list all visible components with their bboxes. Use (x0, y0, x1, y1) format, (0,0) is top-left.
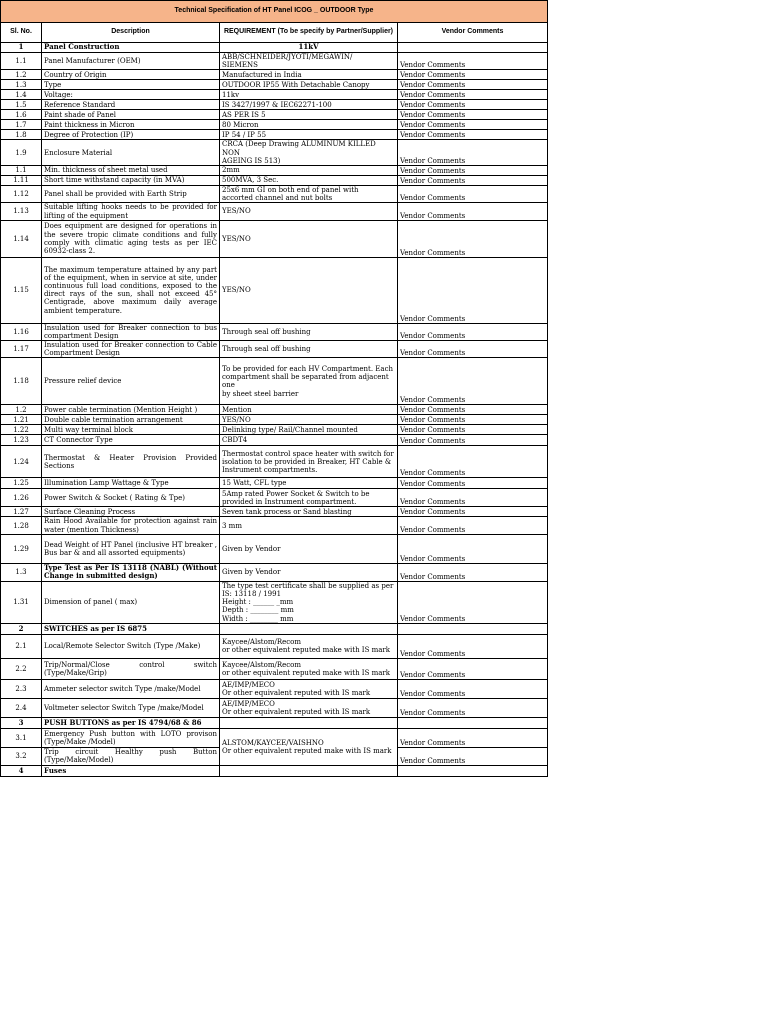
row-number: 1.4 (1, 90, 42, 100)
row-requirement: Through seal off bushing (220, 341, 398, 358)
row-description: Double cable termination arrangement (42, 415, 220, 425)
table-row (1, 489, 548, 507)
row-description: The maximum temperature attained by any part of the equipment, when in service at site, under continuous full load conditions, exposed to the direct rays of the sun, shall not exceed 45° Centigrade, above maximum daily average ambient temperature. (42, 257, 220, 323)
row-requirement: 2mm (220, 165, 398, 175)
row-number: 1.13 (1, 203, 42, 220)
table-row (1, 634, 548, 658)
row-description: SWITCHES as per IS 6875 (42, 623, 220, 634)
row-vendor-comments: Vendor Comments (398, 53, 548, 70)
row-requirement: IS 3427/1997 & IEC62271-100 (220, 100, 398, 110)
table-row (1, 185, 548, 202)
table-row (1, 563, 548, 581)
table-row (1, 175, 548, 185)
table-row (1, 203, 548, 220)
row-number: 1.16 (1, 323, 42, 340)
table-row (1, 323, 548, 340)
row-description: Dead Weight of HT Panel (inclusive HT breaker , Bus bar & and all assorted equipments) (42, 534, 220, 563)
row-number: 1.18 (1, 358, 42, 405)
row-requirement: OUTDOOR IP55 With Detachable Canopy (220, 80, 398, 90)
row-requirement: YES/NO (220, 257, 398, 323)
row-vendor-comments: Vendor Comments (398, 70, 548, 80)
row-description: Enclosure Material (42, 140, 220, 166)
row-requirement: ABB/SCHNEIDER/JYOTI/MEGAWIN/ SIEMENS (220, 53, 398, 70)
row-description: Degree of Protection (IP) (42, 130, 220, 140)
row-number: 4 (1, 765, 42, 776)
row-description: Voltage: (42, 90, 220, 100)
row-number: 1.14 (1, 220, 42, 257)
row-number: 1.26 (1, 489, 42, 507)
row-vendor-comments: Vendor Comments (398, 358, 548, 405)
row-requirement: 15 Watt, CFL type (220, 478, 398, 489)
row-requirement: Through seal off bushing (220, 323, 398, 340)
row-description: Emergency Push button with LOTO provison (Type/Make /Model) (42, 728, 220, 747)
row-requirement (220, 717, 398, 728)
row-number: 1.1 (1, 165, 42, 175)
row-number: 1.27 (1, 507, 42, 517)
table-row (1, 425, 548, 435)
row-vendor-comments: Vendor Comments (398, 507, 548, 517)
row-number: 1.29 (1, 534, 42, 563)
row-vendor-comments (398, 623, 548, 634)
row-vendor-comments: Vendor Comments (398, 130, 548, 140)
row-description: Paint thickness in Micron (42, 120, 220, 130)
row-vendor-comments: Vendor Comments (398, 90, 548, 100)
row-number: 1.24 (1, 446, 42, 478)
row-vendor-comments: Vendor Comments (398, 185, 548, 202)
row-vendor-comments: Vendor Comments (398, 120, 548, 130)
row-description: Power Switch & Socket ( Rating & Tpe) (42, 489, 220, 507)
row-number: 2.2 (1, 658, 42, 679)
row-description: Surface Cleaning Process (42, 507, 220, 517)
row-number: 1.2 (1, 405, 42, 415)
row-vendor-comments: Vendor Comments (398, 634, 548, 658)
row-description: PUSH BUTTONS as per IS 4794/68 & 86 (42, 717, 220, 728)
row-requirement: Kaycee/Alstom/Recom or other equivalent reputed make with IS mark (220, 658, 398, 679)
row-number: 1.15 (1, 257, 42, 323)
row-requirement: CRCA (Deep Drawing ALUMINUM KILLED NON AGEING IS 513) (220, 140, 398, 166)
row-requirement: YES/NO (220, 203, 398, 220)
row-description: Type Test as Per IS 13118 (NABL) (Without Change in submitted design) (42, 563, 220, 581)
row-vendor-comments: Vendor Comments (398, 341, 548, 358)
row-vendor-comments (398, 717, 548, 728)
row-description: Voltmeter selector Switch Type /make/Model (42, 698, 220, 717)
row-number: 2.4 (1, 698, 42, 717)
row-vendor-comments: Vendor Comments (398, 165, 548, 175)
row-number: 3 (1, 717, 42, 728)
row-description: Short time withstand capacity (in MVA) (42, 175, 220, 185)
row-description: Type (42, 80, 220, 90)
table-row (1, 140, 548, 166)
row-requirement: 80 Micron (220, 120, 398, 130)
row-number: 1.22 (1, 425, 42, 435)
row-description: Rain Hood Available for protection against rain water (mention Thickness) (42, 517, 220, 534)
row-vendor-comments: Vendor Comments (398, 658, 548, 679)
row-number: 1.31 (1, 581, 42, 623)
row-number: 1.6 (1, 110, 42, 120)
row-requirement: YES/NO (220, 415, 398, 425)
row-vendor-comments: Vendor Comments (398, 517, 548, 534)
row-vendor-comments: Vendor Comments (398, 220, 548, 257)
table-row (1, 43, 548, 53)
table-row (1, 165, 548, 175)
row-description: Min. thickness of sheet metal used (42, 165, 220, 175)
row-requirement: Seven tank process or Sand blasting (220, 507, 398, 517)
row-description: Does equipment are designed for operations in the severe tropic climate conditions and fully comply with climatic aging tests as per IEC 60932-class 2. (42, 220, 220, 257)
table-row (1, 90, 548, 100)
row-vendor-comments: Vendor Comments (398, 728, 548, 747)
row-description: Trip circuit Healthy push Button (Type/Make/Model) (42, 747, 220, 765)
table-row (1, 130, 548, 140)
row-requirement: AS PER IS 5 (220, 110, 398, 120)
table-row (1, 698, 548, 717)
row-description: Suitable lifting hooks needs to be provided for lifting of the equipment (42, 203, 220, 220)
row-vendor-comments: Vendor Comments (398, 257, 548, 323)
row-number: 1.3 (1, 563, 42, 581)
row-description: Paint shade of Panel (42, 110, 220, 120)
row-requirement: Delinking type/ Rail/Channel mounted (220, 425, 398, 435)
row-description: Panel Construction (42, 43, 220, 53)
table-row (1, 765, 548, 776)
row-vendor-comments: Vendor Comments (398, 435, 548, 446)
row-description: Multi way terminal block (42, 425, 220, 435)
table-row (1, 534, 548, 563)
row-number: 1.28 (1, 517, 42, 534)
row-vendor-comments: Vendor Comments (398, 698, 548, 717)
row-vendor-comments: Vendor Comments (398, 563, 548, 581)
row-description: Fuses (42, 765, 220, 776)
title-row (1, 1, 548, 23)
header-requirement: REQUIREMENT (To be specify by Partner/Supplier) (220, 23, 398, 43)
row-vendor-comments: Vendor Comments (398, 323, 548, 340)
table-row (1, 220, 548, 257)
table-row (1, 358, 548, 405)
row-number: 1.5 (1, 100, 42, 110)
row-description: Insulation used for Breaker connection to bus compartment Design (42, 323, 220, 340)
row-description: Trip/Normal/Close control switch (Type/Make/Grip) (42, 658, 220, 679)
row-requirement: Given by Vendor (220, 563, 398, 581)
row-vendor-comments: Vendor Comments (398, 415, 548, 425)
row-description: Reference Standard (42, 100, 220, 110)
table-row (1, 70, 548, 80)
row-requirement: 5Amp rated Power Socket & Switch to be provided in Instrument compartment. (220, 489, 398, 507)
row-requirement: Mention (220, 405, 398, 415)
row-vendor-comments: Vendor Comments (398, 534, 548, 563)
table-row (1, 658, 548, 679)
table-title: Technical Specification of HT Panel ICOG _ OUTDOOR Type (1, 1, 548, 23)
table-row (1, 717, 548, 728)
row-number: 1.11 (1, 175, 42, 185)
row-requirement: 500MVA, 3 Sec. (220, 175, 398, 185)
row-description: Panel Manufacturer (OEM) (42, 53, 220, 70)
row-vendor-comments: Vendor Comments (398, 489, 548, 507)
row-number: 1.17 (1, 341, 42, 358)
row-requirement: To be provided for each HV Compartment. Each compartment shall be separated from adjacent one by sheet steel barrier (220, 358, 398, 405)
row-description: Local/Remote Selector Switch (Type /Make) (42, 634, 220, 658)
row-requirement: AE/IMP/MECO Or other equivalent reputed with IS mark (220, 698, 398, 717)
row-requirement: The type test certificate shall be supplied as per IS: 13118 / 1991 Height : ______ _mm Depth : ________ mm Width : ________ mm (220, 581, 398, 623)
row-description: Power cable termination (Mention Height ) (42, 405, 220, 415)
row-number: 2.3 (1, 679, 42, 698)
row-description: Insulation used for Breaker connection to Cable Compartment Design (42, 341, 220, 358)
row-number: 2.1 (1, 634, 42, 658)
header-description: Description (42, 23, 220, 43)
table-row (1, 110, 548, 120)
row-requirement: Thermostat control space heater with switch for isolation to be provided in Breaker, HT Cable & Instrument compartments. (220, 446, 398, 478)
header-vendor-comments: Vendor Comments (398, 23, 548, 43)
row-number: 1.2 (1, 70, 42, 80)
row-requirement (220, 623, 398, 634)
row-vendor-comments: Vendor Comments (398, 175, 548, 185)
table-row (1, 257, 548, 323)
row-number: 1.1 (1, 53, 42, 70)
row-vendor-comments: Vendor Comments (398, 405, 548, 415)
row-vendor-comments: Vendor Comments (398, 110, 548, 120)
row-vendor-comments: Vendor Comments (398, 679, 548, 698)
row-number: 3.1 (1, 728, 42, 747)
row-number: 1.3 (1, 80, 42, 90)
row-description: Panel shall be provided with Earth Strip (42, 185, 220, 202)
row-requirement: 3 mm (220, 517, 398, 534)
row-requirement: Manufactured in India (220, 70, 398, 80)
row-number: 1.7 (1, 120, 42, 130)
row-requirement: 11kv (220, 90, 398, 100)
table-row (1, 415, 548, 425)
row-requirement: Given by Vendor (220, 534, 398, 563)
table-row (1, 581, 548, 623)
table-row (1, 623, 548, 634)
table-row (1, 446, 548, 478)
table-row (1, 435, 548, 446)
row-description: Country of Origin (42, 70, 220, 80)
row-requirement: CBDT4 (220, 435, 398, 446)
row-vendor-comments: Vendor Comments (398, 425, 548, 435)
row-description: Thermostat & Heater Provision Provided Sections (42, 446, 220, 478)
row-number: 3.2 (1, 747, 42, 765)
row-requirement: Kaycee/Alstom/Recom or other equivalent reputed make with IS mark (220, 634, 398, 658)
row-requirement: IP 54 / IP 55 (220, 130, 398, 140)
row-vendor-comments: Vendor Comments (398, 100, 548, 110)
table-row (1, 679, 548, 698)
table-row (1, 341, 548, 358)
row-vendor-comments: Vendor Comments (398, 446, 548, 478)
row-number: 1 (1, 43, 42, 53)
row-number: 1.9 (1, 140, 42, 166)
table-row (1, 405, 548, 415)
table-row (1, 53, 548, 70)
row-number: 1.12 (1, 185, 42, 202)
header-row (1, 23, 548, 43)
table-row (1, 507, 548, 517)
row-requirement (220, 765, 398, 776)
row-requirement: 25x6 mm GI on both end of panel with accorted channel and nut bolts (220, 185, 398, 202)
row-description: CT Connector Type (42, 435, 220, 446)
table-row (1, 80, 548, 90)
row-vendor-comments (398, 43, 548, 53)
row-requirement: AE/IMP/MECO Or other equivalent reputed with IS mark (220, 679, 398, 698)
row-vendor-comments: Vendor Comments (398, 140, 548, 166)
row-description: Dimension of panel ( max) (42, 581, 220, 623)
table-row (1, 728, 548, 747)
table-row (1, 517, 548, 534)
row-vendor-comments: Vendor Comments (398, 203, 548, 220)
row-vendor-comments: Vendor Comments (398, 747, 548, 765)
row-number: 2 (1, 623, 42, 634)
table-row (1, 120, 548, 130)
row-description: Ammeter selector switch Type /make/Model (42, 679, 220, 698)
row-description: Pressure relief device (42, 358, 220, 405)
row-vendor-comments (398, 765, 548, 776)
row-vendor-comments: Vendor Comments (398, 478, 548, 489)
row-requirement: ALSTOM/KAYCEE/VAISHNO Or other equivalent reputed make with IS mark (220, 728, 398, 765)
row-description: Illumination Lamp Wattage & Type (42, 478, 220, 489)
row-number: 1.25 (1, 478, 42, 489)
table-row (1, 100, 548, 110)
row-requirement: YES/NO (220, 220, 398, 257)
table-row (1, 478, 548, 489)
row-number: 1.21 (1, 415, 42, 425)
row-vendor-comments: Vendor Comments (398, 581, 548, 623)
row-vendor-comments: Vendor Comments (398, 80, 548, 90)
row-number: 1.8 (1, 130, 42, 140)
header-sl-no: Sl. No. (1, 23, 42, 43)
row-requirement: 11kV (220, 43, 398, 53)
row-number: 1.23 (1, 435, 42, 446)
